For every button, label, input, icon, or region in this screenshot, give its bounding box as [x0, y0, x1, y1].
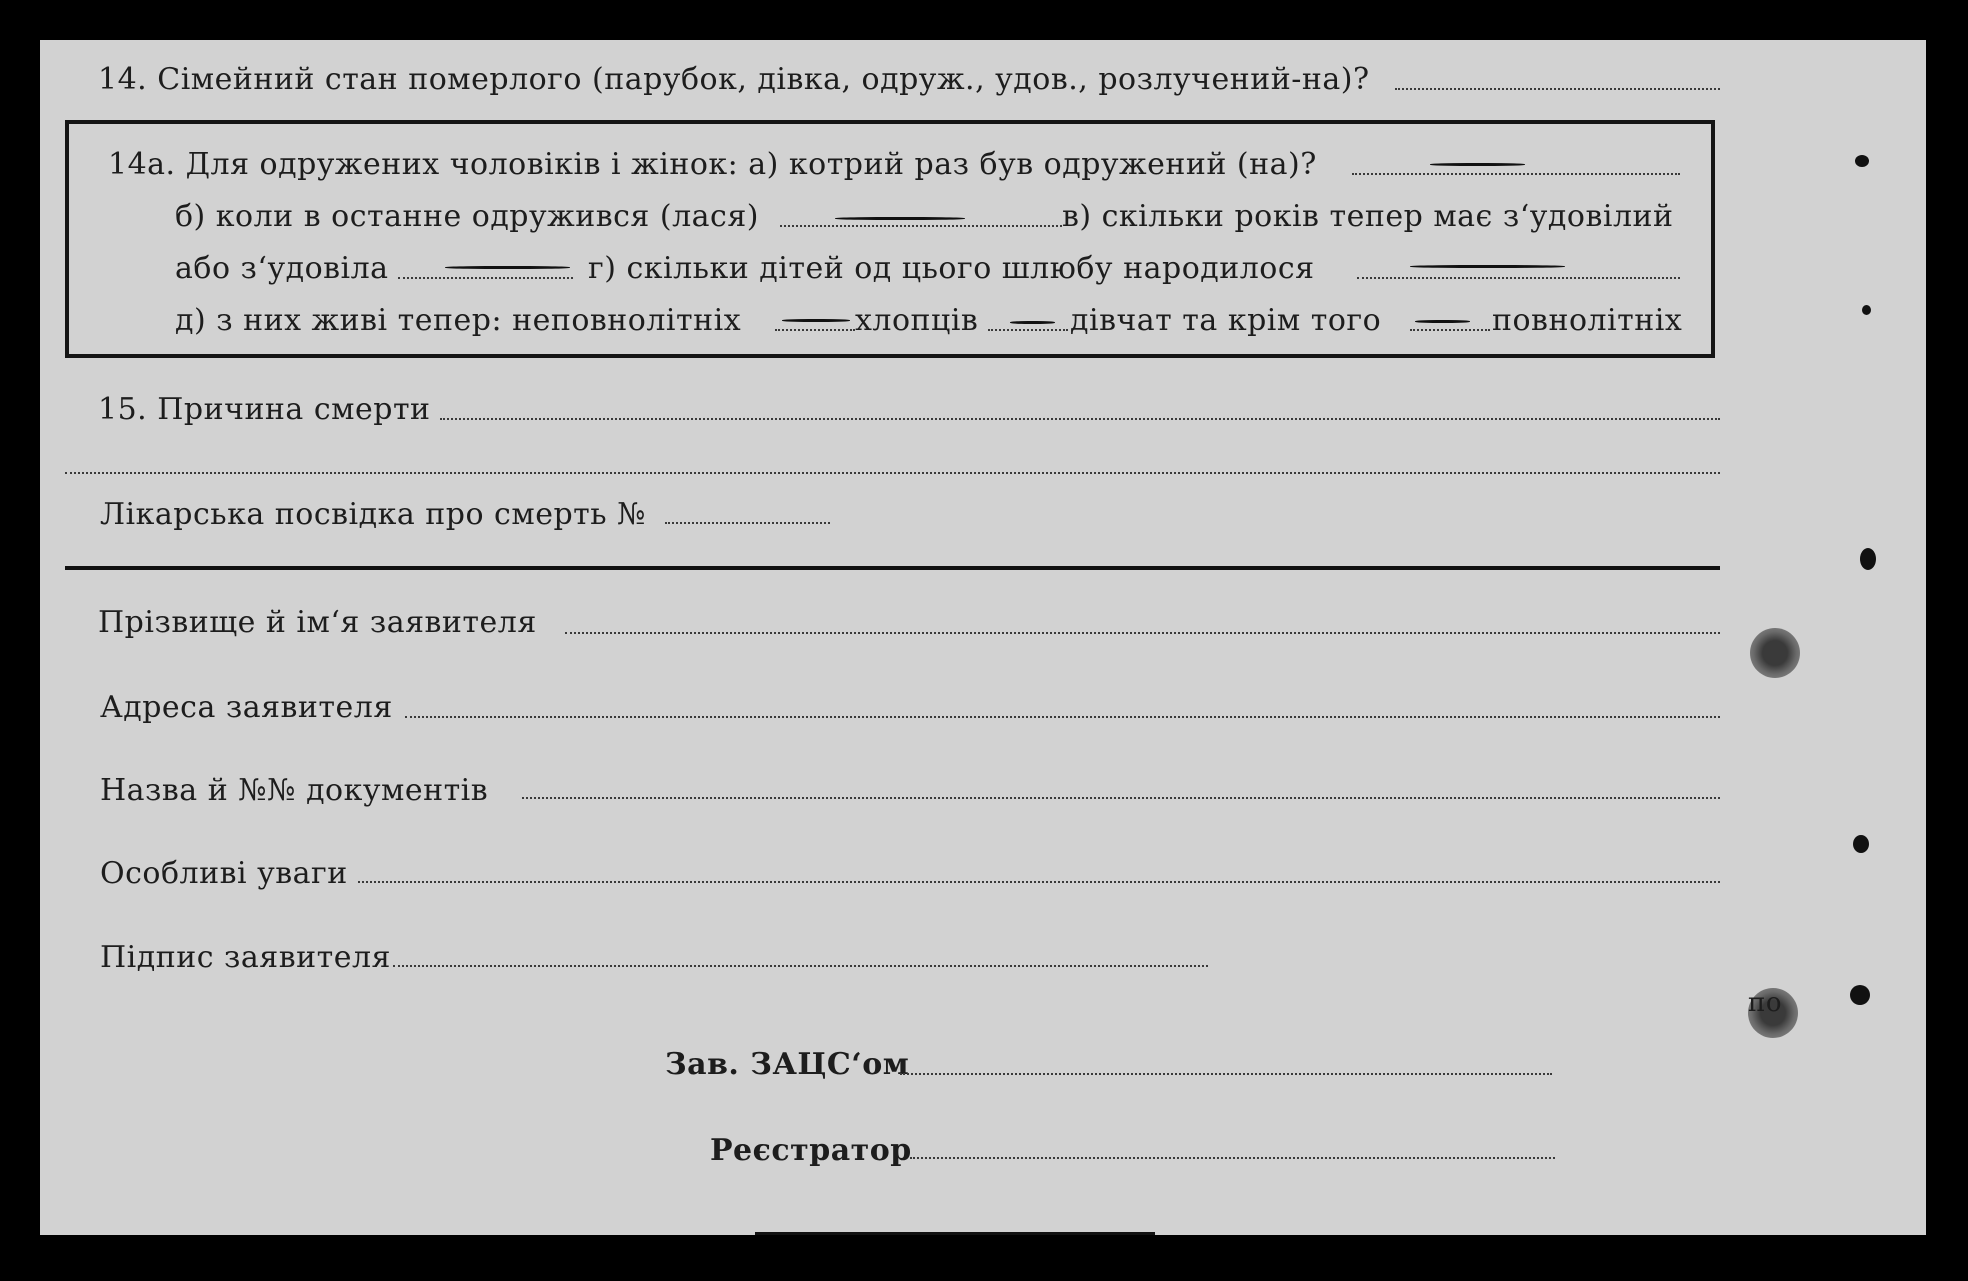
dash-mark	[782, 319, 850, 322]
bottom-edge-mark	[755, 1232, 1155, 1235]
section-divider	[65, 566, 1720, 570]
speck	[1860, 548, 1876, 570]
applicant-name-label: Прізвище й ім‘я заявителя	[98, 605, 537, 640]
q14a-b-field[interactable]	[780, 225, 1062, 227]
q14a-line3a: або з‘удовіла	[175, 251, 389, 286]
head-label: Зав. ЗАЦС‘ом	[665, 1047, 910, 1082]
registrar-signature-field[interactable]	[910, 1157, 1555, 1159]
applicant-address-label: Адреса заявителя	[100, 690, 393, 725]
signature-label: Підпис заявителя	[100, 940, 391, 975]
speck	[1862, 305, 1871, 315]
q14a-line4d: повнолітніх	[1492, 303, 1683, 338]
q14a-boys-field[interactable]	[988, 329, 1068, 331]
dash-mark	[1010, 321, 1055, 324]
q15-field[interactable]	[440, 418, 1720, 420]
speck	[1853, 835, 1869, 853]
registrar-label: Реєстратор	[710, 1133, 912, 1168]
q15-label: 15. Причина смерти	[98, 392, 431, 427]
documents-label: Назва й №№ документів	[100, 773, 489, 808]
dash-mark	[1410, 265, 1565, 268]
q14a-line4b: хлопців	[855, 303, 979, 338]
notes-label: Особливі уваги	[100, 856, 348, 891]
applicant-address-field[interactable]	[405, 716, 1720, 718]
q14a-line4a: д) з них живі тепер: неповнолітніх	[175, 303, 742, 338]
q14a-minors-field[interactable]	[775, 329, 855, 331]
medical-certificate-label: Лікарська посвідка про смерть №	[100, 497, 647, 532]
q14a-a-field[interactable]	[1352, 173, 1680, 175]
margin-fragment: по	[1748, 988, 1782, 1018]
documents-field[interactable]	[522, 797, 1720, 799]
applicant-name-field[interactable]	[565, 632, 1720, 634]
dash-mark	[1430, 163, 1525, 166]
dash-mark	[835, 217, 965, 220]
q14-label: 14. Сімейний стан померлого (парубок, дівка, одруж., удов., розлучений-на)?	[98, 62, 1370, 97]
q14a-line2b: в) скільки років тепер має з‘удовілий	[1062, 199, 1674, 234]
q14-field[interactable]	[1395, 88, 1720, 90]
q14a-line2a: б) коли в останне одружився (лася)	[175, 199, 759, 234]
dash-mark	[1415, 320, 1470, 323]
q14a-line3b: г) скільки дітей од цього шлюбу народилося	[588, 251, 1315, 286]
medical-certificate-field[interactable]	[665, 522, 830, 524]
q14a-g-field[interactable]	[1357, 277, 1680, 279]
q14a-line4c: дівчат та крім того	[1070, 303, 1382, 338]
q14a-girls-field[interactable]	[1410, 329, 1490, 331]
punch-hole	[1750, 628, 1800, 678]
head-signature-field[interactable]	[900, 1073, 1552, 1075]
q15-field-line2[interactable]	[65, 472, 1720, 474]
q14a-v-field[interactable]	[398, 277, 573, 279]
speck	[1850, 985, 1870, 1005]
speck	[1855, 155, 1869, 167]
notes-field[interactable]	[358, 881, 1720, 883]
dash-mark	[445, 266, 570, 269]
q14a-line1: 14а. Для одружених чоловіків і жінок: а) котрий раз був одружений (на)?	[108, 147, 1317, 182]
signature-field[interactable]	[393, 965, 1208, 967]
